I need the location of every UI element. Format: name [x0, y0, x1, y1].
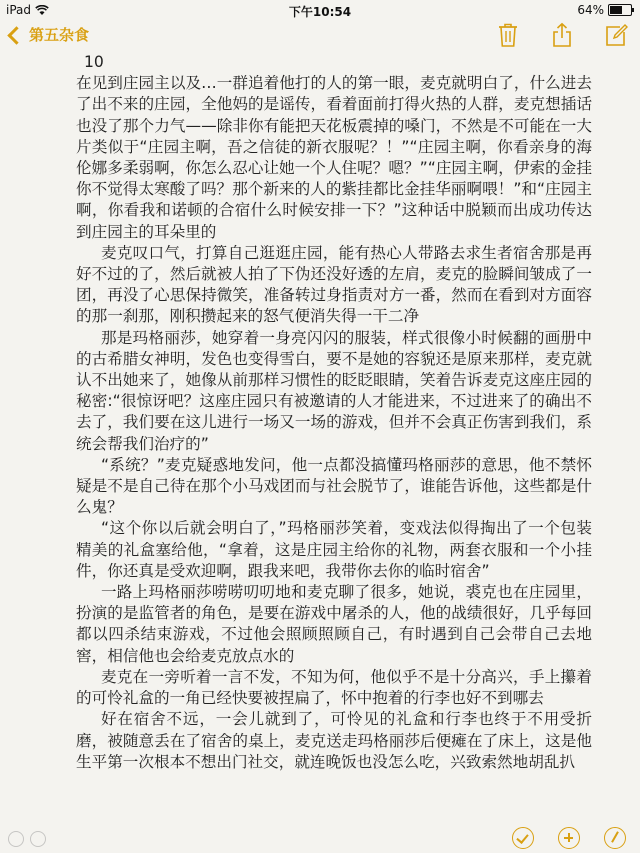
paragraph: 麦克在一旁听着一言不发，不知为何，他似乎不是十分高兴，手上攥着的可怜礼盒的一角已经快要被捏扁了，怀中抱着的行李也好不到哪去	[76, 667, 592, 708]
compose-icon[interactable]	[604, 22, 628, 48]
paragraph: 一路上玛格丽莎唠唠叨叨地和麦克聊了很多，她说，裘克也在庄园里，扮演的是监管者的角色，是要在游戏中屠杀的人，他的战绩很好，几乎每回都以四杀结束游戏，不过他会照顾照顾自己，有时遇到自己会带自己去地窖，相信他也会给麦克放点水的	[76, 583, 592, 665]
battery-icon	[608, 4, 632, 16]
paragraph: 在见到庄园主以及…一群追着他打的人的第一眼，麦克就明白了，什么进去了出不来的庄园，全他妈的是谣传，看着面前打得火热的人群，麦克想插话也没了那个力气——除非你有能把天花板震掉的嗓门，不然是不可能在一大片类似于“庄园主啊，吾之信徒的新衣服呢？！”“庄园主啊，你看亲身的海伦娜多柔弱啊，你怎么忍心让她一个人住呢？嗯？”“庄园主啊，伊索的金挂你不觉得太寒酸了吗？那个新来的人的紫挂都比金挂华丽啊喂！”和“庄园主啊，你看我和诺顿的合宿什么时候安排一下？”这种话中脱颖而出成功传达到庄园主的耳朵里的	[76, 74, 592, 241]
paragraph: 那是玛格丽莎，她穿着一身亮闪闪的服装，样式很像小时候翻的画册中的古希腊女神明，发色也变得雪白，要不是她的容貌还是原来那样，麦克就认不出她来了，她像从前那样习惯性的眨眨眼睛，笑着告诉麦克这座庄园的秘密:“很惊讶吧？这座庄园只有被邀请的人才能进来，不过进来了的确出不去了，我们要在这儿进行一场又一场的游戏，但并不会真正伤害到我们，系统会帮我们治疗的”	[76, 328, 592, 453]
paragraph: 好在宿舍不远，一会儿就到了，可怜见的礼盒和行李也终于不用受折磨，被随意丢在了宿舍的桌上，麦克送走玛格丽莎后便瘫在了床上，这是他生平第一次根本不想出门社交，就连晚饭也没怎么吃，兴致索然地胡乱扒	[76, 710, 592, 771]
redo-icon[interactable]	[30, 831, 46, 847]
paragraph: “系统？”麦克疑惑地发问，他一点都没搞懂玛格丽莎的意思，他不禁怀疑是不是自己待在那个小马戏团而与社会脱节了，谁能告诉他，这些都是什么鬼？	[76, 455, 592, 517]
undo-icon[interactable]	[8, 831, 24, 847]
paragraph: “这个你以后就会明白了，”玛格丽莎笑着，变戏法似得掏出了一个包装精美的礼盒塞给他，“拿着，这是庄园主给你的礼物，两套衣服和一个小挂件，你还真是受欢迎啊，跟我来吧，我带你去你的临时宿舍”	[76, 519, 592, 580]
nav-actions	[496, 22, 628, 48]
back-button[interactable]	[10, 24, 89, 45]
add-icon[interactable]	[558, 827, 580, 849]
bottom-toolbar	[0, 823, 640, 853]
sketch-icon[interactable]	[604, 827, 626, 849]
status-time: 下午10:54	[288, 5, 352, 19]
share-icon[interactable]	[550, 22, 574, 48]
nav-bar	[0, 20, 640, 54]
note-body[interactable]	[76, 52, 592, 773]
back-label: 第五杂食	[29, 26, 90, 44]
chevron-left-icon	[7, 26, 25, 44]
undo-redo-group	[8, 831, 46, 847]
bottom-actions	[512, 827, 626, 849]
checklist-icon[interactable]	[512, 827, 534, 849]
status-right	[577, 3, 632, 17]
battery-percent: 64%	[577, 3, 604, 17]
chapter-number: 10	[84, 53, 104, 71]
device-label: iPad	[6, 3, 32, 17]
status-bar	[0, 0, 640, 20]
paragraph: 麦克叹口气，打算自己逛逛庄园，能有热心人带路去求生者宿舍那是再好不过的了，然后就被人拍了下伪还没好透的左肩，麦克的脸瞬间皱成了一团，再没了心思保持微笑，准备转过身指责对方一番，然而在看到对方面容的那一刹那，刚积攒起来的怒气便消失得一干二净	[76, 243, 592, 326]
trash-icon[interactable]	[496, 22, 520, 48]
